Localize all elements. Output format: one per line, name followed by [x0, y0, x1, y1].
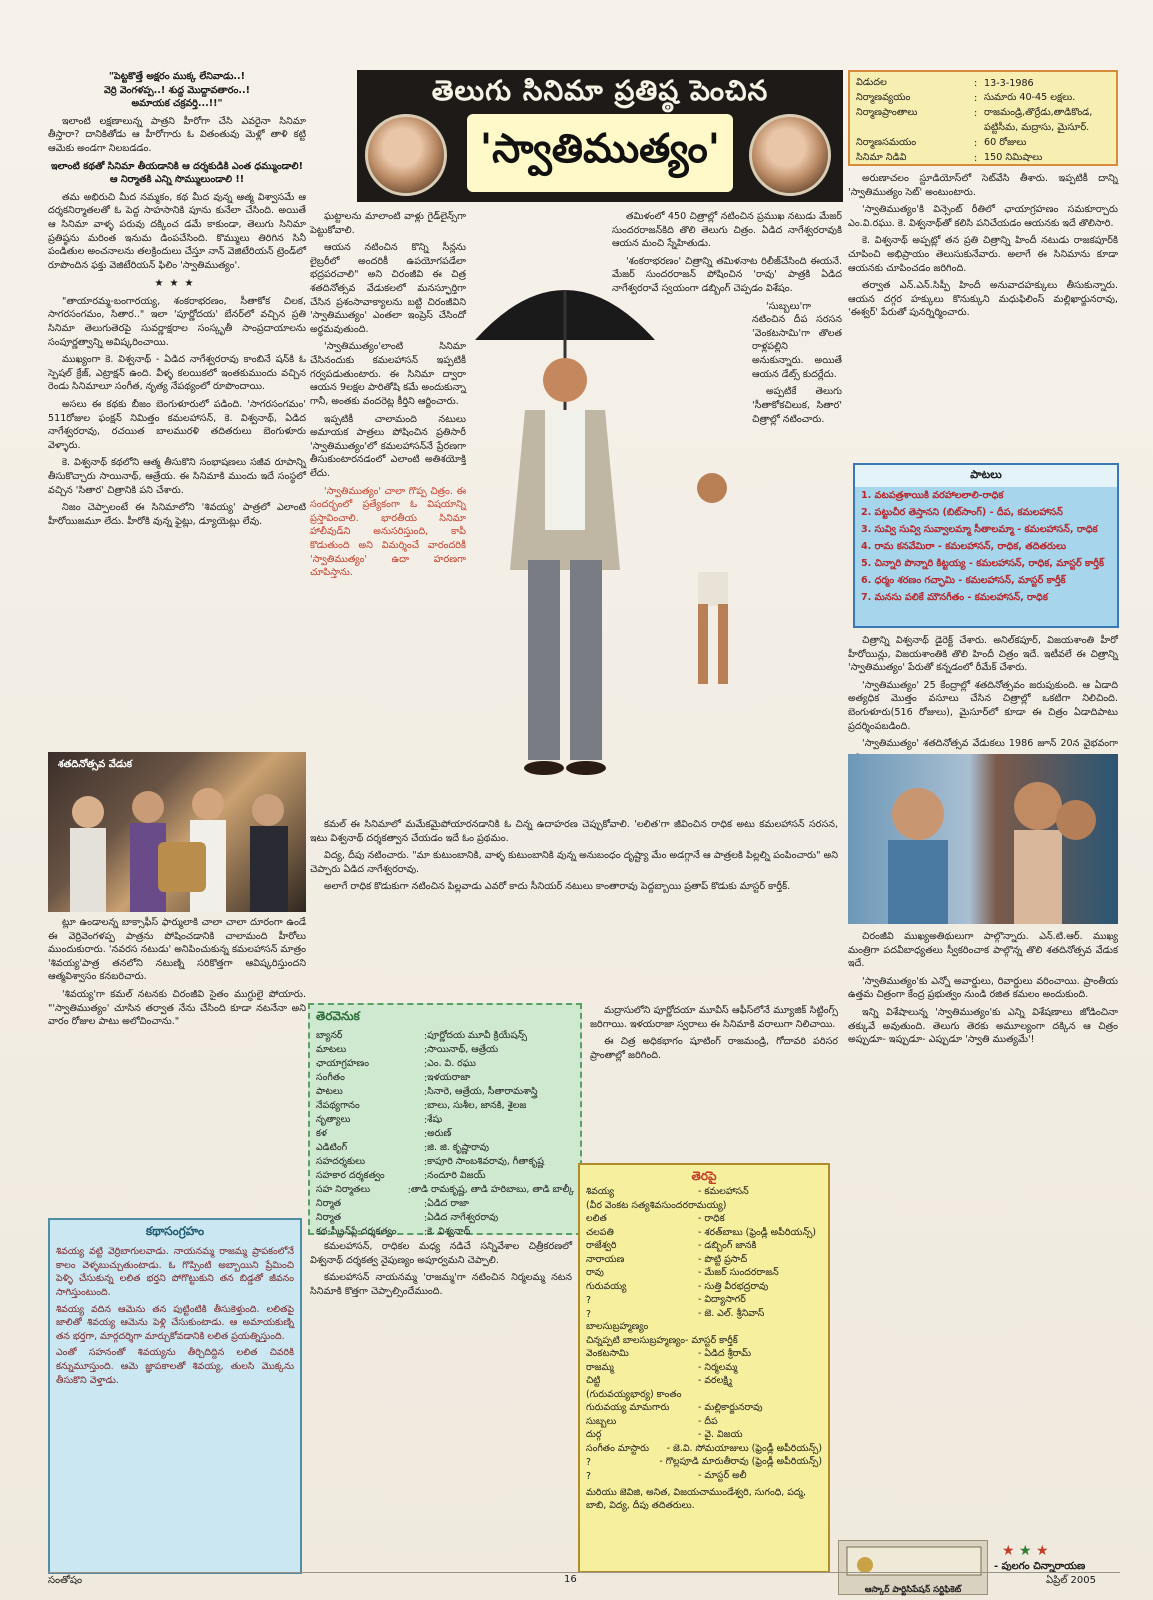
song-item: 2. పట్టుచీర తెస్తానని (బిట్‌సాంగ్) - దీప, కమలహాసన్ — [861, 507, 1063, 518]
paragraph: 'సుబ్బలు'గా నటించిన దీప సరసన 'వెంకటసామి'గా తొలత రాళ్లపల్లిని అనుకున్నారు. అయితే ఆయన డేట్స్ కుదర్లేదు. — [752, 300, 842, 380]
paragraph: ట్లూ ఉండాలన్న బాక్సాఫీస్ ఫార్ములాకి చాలా చాలా దూరంగా ఉండే ఈ వెర్రివెంగళప్ప పాత్రను పోషించడానికి చాలామంది హీరోలు ముందుకురారు. 'నవరస నటుడు' అనిపించుకున్న కమలహాసన్ మాత్రం 'శివయ్య'పాత్ర తనలోని నటుణ్ని సరికొత్తగా ఆవిష్కరిస్తుందని ఆత్మవిశ్వాసం కనబరిచారు. — [48, 917, 306, 983]
paragraph: ఇలాంటి కథతో సినిమా తీయడానికి ఆ దర్శకుడికి ఎంత ధమ్ముండాలి! ఆ నిర్మాతకి ఎన్ని సొమ్ములుండాలి !! — [51, 160, 303, 186]
paragraph: "తాయారమ్మ-బంగారయ్య, శంకరాభరణం, సీతాకోక చిలక, సాగరసంగమం, సితార.." ఇలా 'పూర్ణోదయ' బేనర్‌లో వచ్చిన ప్రతి సినిమా తెలుగుతెరపై సువర్ణాక్షరాల సంస్కృతీ సాంప్రదాయాలను సంపూర్ణత్వాన్ని అవిష్కరించాయి. — [48, 295, 306, 348]
paragraph: ఇలాంటి లక్షణాలున్న పాత్రని హీరోగా చేసి ఎవరైనా సినిమా తీస్తారా? దానికితోడు ఆ హీరోగారు ఓ వితంతువు మెళ్లో తాళి కట్టి ఆమెకు అండగా నిలబడడం. — [48, 115, 306, 155]
crew-row: ఛాయాగ్రహణం : ఎం. వి. రఘు — [316, 1057, 476, 1070]
middle-bottom-text — [310, 1240, 572, 1570]
crew-row: నిర్మాత : ఏడిద నాగేశ్వరరావు — [316, 1211, 499, 1224]
paragraph: కమలహాసన్ నాయనమ్మ 'రాజమ్మ'గా నటించిన నిర్మలమ్మ నటన సినిమాకి కొత్తగా చెప్పాల్సిందేముంది. — [310, 1272, 572, 1297]
cast-row: సుబ్బలు - దీప — [586, 1415, 718, 1427]
paragraph: 'స్వాతిముత్యం' శతదినోత్సవ వేడుకలు 1986 జూన్ 20న వైభవంగా — [862, 738, 1118, 750]
paragraph: ఎంతో సహనంతో శివయ్యను తీర్చిదిద్దిన లలిత చివరికి కన్నుమూస్తుంది. ఆమె జ్ఞాపకాలతో శివయ్య, తులసి మొక్కను తీసుకొని వెళ్తాడు. — [56, 1347, 294, 1386]
paragraph: కె. విశ్వనాథ్ కథలోని ఆత్మ తీసుకొని సంభాషణలు సజీవ రూపాన్ని తీసుకొచ్చారు సాయినాథ్, ఆత్రేయ. ఈ సినిమాకి ముందు ఇదే సంస్థలో వచ్చిన 'సితార' చిత్రానికి పని చేశారు. — [48, 457, 306, 496]
paragraph: శివయ్య వదిన ఆమెను తన పుట్టింటికి తీసుకెళ్తుంది. లలితపై జాలితో శివయ్య ఆమెను పెళ్లి చేసుకుంటాడు. ఆ అమాయకుణ్ని తన భర్తగా, మార్గదర్శిగా మార్చుకోవడానికి లలిత ప్రయత్నిస్తుంది. — [56, 1303, 294, 1342]
masthead — [357, 70, 843, 202]
opening-verse: "పెట్టకొత్తే అక్షరం ముక్క లేనివాడు..! వెర్రి వెంగళప్ప..! శుద్ద మొద్దావతారం..! అమాయక చక్రవర్తి...!!" — [104, 71, 250, 110]
paragraph: ఘట్టాలను మాలాంటి వాళ్లు గైడ్‌లైన్స్‌గా పెట్టుకోవాలి. — [310, 211, 466, 236]
detail-row: విడుదల : 13-3-1986 — [856, 77, 1034, 89]
cast-row: శివయ్య - కమలహాసన్ — [586, 1186, 749, 1198]
column-4-middle — [848, 634, 1118, 750]
crew-row: కళ : అరుణ్ — [316, 1127, 452, 1140]
separator-stars: ★★★ — [154, 277, 200, 289]
paragraph: కమలహాసన్, రాధికల మధ్య నడిచే సన్నివేశాల చిత్రీకరణలో విశ్వనాథ్ దర్శకత్వ నైపుణ్యం అపూర్వమని చెప్పాలి. — [310, 1241, 572, 1266]
cast-row: దుర్గ - వై. విజయ — [586, 1429, 743, 1441]
paragraph: ఇన్ని విశేషాలున్న 'స్వాతిముత్యం'కు ఎన్ని విశేషణాలు జోడించినా తక్కువే అవుతుంది. తెలుగు తెరకు అమూల్యంగా దక్కిన ఆ చిత్రం అప్పుడూ- ఇప్పుడూ- ఎప్పుడూ 'స్వాతి ముత్యమే'! — [848, 1007, 1118, 1046]
cast-row: గురువయ్య మామగారు - మల్లికార్జునరావు — [586, 1402, 763, 1414]
column-2-upper — [310, 210, 466, 816]
cast-box — [578, 1163, 830, 1573]
song-item: 4. రామ కనవేమిరా - కమలహాసన్, రాధిక, తదితరులు — [861, 541, 1067, 552]
paragraph: ఈ చిత్ర అధికభాగం షూటింగ్ రాజమండ్రి, గోదావరి పరిసర ప్రాంతాల్లో జరిగింది. — [590, 1036, 838, 1061]
song-item: 7. మనసు పలికే మౌనగీతం - కమలహాసన్, రాధిక — [861, 592, 1048, 603]
songs-box — [853, 463, 1119, 628]
song-item: 3. సువ్వి సువ్వి సువ్వాలమ్మా సీతాలమ్మా - కమలహాసన్, రాధిక — [861, 524, 1098, 535]
paragraph: అరుణాచలం స్టూడియోస్‌లో సెట్‌వేసి తీశారు. ఇప్పటికీ దాన్ని 'స్వాతిముత్యం సెట్' అంటుంటారు. — [848, 173, 1118, 198]
column-4-upper — [848, 172, 1118, 460]
paragraph: కమల్ ఈ సినిమాలో మమేకమైపోయారనడానికి ఓ చిన్న ఉదాహరణ చెప్పుకోవాలి. 'లలిత'గా జీవించిన రాధిక అటు కమలహాసన్ సరసన, ఇటు విశ్వనాథ్ దర్శకత్వాన చేయడం ఇదే ఓం ప్రథమం. — [310, 819, 838, 844]
song-item: 6. ధర్మం శరణం గచ్ఛామి - కమలహాసన్, మాస్టర్ కార్తీక్ — [861, 575, 1066, 586]
paragraph: చిత్రాన్ని విశ్వనాథ్ డైరెక్ట్ చేశారు. అనిల్‌కపూర్, విజయశాంతి హీరో హీరోయిన్లు, విజయశాంతికి తొలి హిందీ చిత్రం ఇదే. ఇటీవలే ఈ చిత్రాన్ని 'స్వాతిముత్యం' పేరుతో కన్నడంలో రీమేక్ చేశారు. — [848, 635, 1118, 674]
oscar-certificate-image — [838, 1540, 988, 1595]
cast-footnote: మరియు జెవిజి, అనిత, విజయచాముండేశ్వరి, సుగంధి, పద్మ, బాబి, విద్య, దీపు తదితరులు. — [586, 1487, 806, 1511]
cast-row: చిట్టి - వరలక్ష్మి — [586, 1375, 733, 1387]
paragraph: తర్వాత ఎన్.ఎన్.సిప్పీ హిందీ అనువాదహక్కులు తీసుకున్నారు. ఆయన దగ్గర హక్కులు కొనుక్కుని మధుఫిలింస్ మల్లిఖార్జునరావు, 'ఈశ్వర్' పేరుతో పునర్నిర్మించారు. — [848, 280, 1118, 319]
crew-title: తెరవెనుక — [316, 1009, 360, 1023]
footer-rule — [48, 1572, 1120, 1573]
paragraph: ఇప్పటికీ చాలామంది నటులు అమాయక పాత్రలు పోషించిన ప్రతిసారీ 'స్వాతిముత్యం'లో కమలహాసన్‌నే ప్రేరణగా తీసుకుంటారనడంలో ఎలాంటి అతిశయోక్తి లేదు. — [310, 413, 466, 479]
photo-caption: శతదినోత్సవ వేడుక — [58, 759, 132, 770]
paragraph: తమిళంలో 450 చిత్రాల్లో నటించిన ప్రముఖ నటుడు మేజర్ సుందరరాజన్‌కిది తొలి తెలుగు చిత్రం. ఏడిద నాగేశ్వరరావుకి ఆయన మంచి స్నేహితుడు. — [612, 211, 842, 250]
cast-row: రావు - మేజర్ సుందరరాజన్ — [586, 1267, 779, 1279]
column-1 — [48, 70, 306, 746]
paragraph: అప్పటికే తెలుగు 'సీతాకోకచిలుక, సితార' చిత్రాల్లో నటించారు. — [752, 386, 842, 425]
paragraph: ముఖ్యంగా కె. విశ్వనాథ్ - ఏడిద నాగేశ్వరరావు కాంబినే షన్‌కి ఓ స్పెషల్ క్రేజ్, ఎట్రాక్షన్ ఉంది. వీళ్ళ కలయికలో ఇంతకుముందు వచ్చిన రెండు సినిమాలూ సంగీత, నృత్య నేపథ్యంలో రూపొందాయి. — [48, 354, 306, 393]
headline: తెలుగు సినిమా ప్రతిష్ఠ పెంచిన — [431, 74, 769, 107]
film-title: 'స్వాతిముత్యం' — [467, 114, 733, 192]
paragraph: 'స్వాతిముత్యం' 25 కేంద్రాల్లో శతదినోత్సవం జరుపుకుంది. ఆ ఏడాది అత్యధిక మొత్తం వసూలు చేసిన చిత్రాల్లో ఒకటిగా నిలిచింది. బెంగుళూరు(516 రోజులు), మైసూర్‌లో కూడా ఈ చిత్రం ఏడాదిపాటు ప్రదర్శింపబడింది. — [848, 679, 1118, 732]
paragraph: విద్య, దీపు నటించారు. "మా కుటుంబానికి, వాళ్ళ కుటుంబానికి వున్న అనుబంధం దృష్ట్యా మేం అడగ్గానే ఆ పాత్రలకి పిల్లల్ని పంపించారు" అని చెప్పారు ఏడిద నాగేశ్వరరావు. — [310, 850, 838, 875]
songs-list — [855, 487, 1117, 612]
footer-magazine-name: సంతోషం — [48, 1575, 83, 1586]
crew-row: పాటలు : సినారె, ఆత్రేయ, సీతారామశాస్త్రి — [316, 1085, 538, 1098]
plot-summary-box — [48, 1218, 302, 1574]
cast-row: ? - గొల్లపూడి మారుతీరావు (ఫ్రెండ్లీ అపీరియన్స్) — [586, 1456, 822, 1469]
film-details-box — [848, 70, 1118, 166]
footer-page-number: 16 — [564, 1574, 577, 1585]
column-4-lower — [848, 930, 1118, 1536]
decorative-stars: ★ ★ ★ — [1002, 1543, 1049, 1559]
cast-row: ? - మాస్టర్ అలీ — [586, 1469, 747, 1482]
middle-lower-text — [310, 818, 838, 1002]
cast-row: (గురువయ్యభార్య) కాంతం — [586, 1388, 682, 1400]
crew-row: నిర్మాత : ఏడిద రాజా — [316, 1197, 469, 1210]
crew-row: నేపథ్యగానం : బాలు, సుశీల, జానకి, శైలజ — [316, 1099, 527, 1112]
paragraph: చిరంజీవి ముఖ్యఅతిథులుగా పాల్గొన్నారు. ఎన్.టి.ఆర్. ముఖ్య మంత్రిగా పదవీబాధ్యతలు స్వీకరించాక పాల్గొన్న తొలి శతదినోత్సవ వేడుక ఇదే. — [848, 931, 1118, 970]
cast-row: వెంకటసామి - ఏడిద శ్రీరామ్ — [586, 1348, 752, 1360]
cast-row: గురువయ్య - సుత్తి వీరభద్రరావు — [586, 1280, 769, 1292]
cast-row: ? - విద్యాసాగర్ — [586, 1294, 746, 1307]
certificate-caption: ఆస్కార్ పార్టిసిపేషన్ సర్టిఫికెట్ — [864, 1585, 962, 1595]
cast-row: లలిత - రాధిక — [586, 1213, 725, 1225]
crew-row: సహదర్శకులు : కాపూరి సాంబశివరావు, గీతాకృష్ణ — [316, 1155, 544, 1168]
song-item: 5. చిన్నారి పొన్నారి కిట్టయ్య - కమలహాసన్, రాధిక, మాస్టర్ కార్తీక్ — [861, 558, 1104, 569]
paragraph: కె. విశ్వనాథ్ అప్పట్లో తన ప్రతి చిత్రాన్ని హిందీ నటుడు రాజకపూర్‌కి చూపించి అభిప్రాయం తెలుసుకునేవారు. అలాగే ఈ సినిమాను కూడా ఆయనకు చూపించడం జరిగింది. — [848, 235, 1118, 274]
director-portrait — [365, 114, 447, 196]
paragraph: అసలు ఈ కథకు బీజం బెంగుళూరులో పడింది. 'సాగరసంగమం' 511రోజుల ఫంక్షన్ నిమిత్తం కమలహాసన్, కె. విశ్వనాథ్, ఏడిద నాగేశ్వరరావు, రచయిత బాలమురళి తదితరులు బెంగుళూరు వెళ్ళారు. — [48, 398, 306, 451]
paragraph: తమ అభిరుచి మీద నమ్మకం, కథ మీద వున్న ఆత్మ విశ్వాసమే ఆ దర్శకనిర్మాతలతో ఓ పెద్ద సాహసానికి పూను కునేలా చేసింది. అయితే ఆ సినిమా వాళ్ళ పరువు దక్కించ డమే కాకుండా, తెలుగు సినిమా ప్రతిష్ఠను మరింత ఇనుమ డింపచేసింది. కొమ్ములు తిరిగిన సినీ పండితుల అంచనాలను తలక్రిందులు చేస్తూ నాన్ వెజిటేరియన్ ట్రెండ్‌లో రూపొందిన ఫక్తు వెజిటేరియన్ ఫిలిం 'స్వాతిముత్యం'. — [48, 191, 306, 271]
column-3 — [612, 210, 842, 816]
middle-right-text — [590, 1004, 838, 1160]
paragraph: 'శివయ్య'గా కమల్ నటనకు చిరంజీవి సైతం ముగ్ధులై పోయారు. "'స్వాతిముత్యం' చూసిన తర్వాత నేను చేసింది కూడా నటనేనా అని వారం రోజుల పాటు అలోచించాను." — [48, 989, 306, 1028]
crew-row: సహ నిర్మాతలు : తాడి రామకృష్ణ, తాడి హరిబాబు, తాడి బాల్కీ — [316, 1183, 574, 1196]
cast-row: బాలసుబ్రహ్మణ్యం — [586, 1321, 649, 1333]
producer-portrait — [749, 114, 831, 196]
plot-title: కథాసంగ్రహం — [145, 1224, 205, 1238]
cast-row: చలపతి - శరత్‌బాబు (ఫ్రెండ్లీ అపీరియన్స్) — [586, 1226, 817, 1238]
crew-row: ఎడిటింగ్ : జి. జి. కృష్ణారావు — [316, 1141, 489, 1154]
cast-row: ? - జె. ఎల్. శ్రీనివాస్ — [586, 1307, 765, 1320]
cast-row: రాజమ్మ - నిర్మలమ్మ — [586, 1361, 738, 1373]
paragraph: శివయ్య వట్టి వెర్రిబాగులవాడు. నాయనమ్మ రాజమ్మ ప్రాపకంలోనే కాలం వెళ్ళబుచ్చుతుంటాడు. ఓ గొప్పింటి అబ్బాయిని ప్రేమించి పెళ్ళి చేసుకున్న లలిత భర్తని పోగొట్టుకుని తన బిడ్డతో జీవనం సాగిస్తుంటుంది. — [56, 1246, 294, 1298]
cast-title: తెరపై — [691, 1169, 717, 1183]
cast-row: చిన్నప్పటి బాలసుబ్రహ్మణ్యం - మాస్టర్ కార్తీక్ — [586, 1334, 738, 1346]
paragraph: ఆయన నటించిన కొన్ని సీన్లను లైబ్రరీలో అందరికీ ఉపయోగపడేలా భద్రపరచాలి" అని చిరంజీవి ఈ చిత్ర శతదినోత్సవ వేడుకలలో మనస్ఫూర్తిగా చేసిన ప్రశంసావాక్యాలను బట్టి చిరంజీవిని 'స్వాతిముత్యం' ఎంతలా ఇంప్రెస్ చేసిందో అర్థమవుతుంది. — [310, 242, 466, 335]
paragraph: 'శంకరాభరణం' చిత్రాన్ని తమిళనాట రిలీజ్‌చేసింది ఈయనే. మేజర్ సుందరరాజన్ పోషించిన 'రావు' పాత్రకి ఏడిద నాగేశ్వరరావే స్వయంగా డబ్బింగ్ చెప్పడం విశేషం. — [612, 255, 842, 295]
column-1-lower — [48, 916, 306, 1212]
footer-issue-date: ఏప్రిల్ 2005 — [1046, 1575, 1096, 1586]
film-stills-photo — [848, 754, 1118, 924]
crew-row: నృత్యాలు : శేషు — [316, 1113, 443, 1126]
crew-box — [308, 1003, 582, 1238]
songs-title: పాటలు — [855, 465, 1117, 487]
crew-row: సహకార దర్శకత్వం : నందూరి విజయ్ — [316, 1169, 486, 1182]
cast-row: నారాయణ - పొట్టి ప్రసాద్ — [586, 1253, 748, 1265]
paragraph: నిజం చెప్పాలంటే ఈ సినిమాలోని 'శివయ్య' పాత్రలో ఎలాంటి హీరోయిజమూ లేదు. హీరోకి వున్న ఫైట్లు, డ్యూయెట్లు లేవు. — [48, 502, 306, 527]
detail-row: నిర్మాణవ్యయం : సుమారు 40-45 లక్షలు. — [856, 92, 1076, 104]
detail-row: పట్టిసీమ, మద్రాసు, మైసూర్. — [984, 122, 1090, 133]
paragraph: 'స్వాతిముత్యం'లాంటి సినిమా చేసినందుకు కమలహాసన్ ఇప్పటికీ గర్వపడుతుంటారు. ఈ సినిమా ద్వారా ఆయన 9లక్షల పారితోషి కమే అందుకున్నా గానీ, అంతకు వందరెట్ల కీర్తిని ఆర్జించారు. — [310, 341, 466, 407]
crew-row: సంగీతం : ఇళయరాజా — [316, 1071, 471, 1084]
paragraph: 'స్వాతిముత్యం'కి విన్సెంట్ రీతిలో ఛాయాగ్రహణం సమకూర్చారు ఎం.వి.రఘు. కె. విశ్వనాథ్‌తో కలిసి పనిచేయడం ఆయనకు ఇదే తొలిసారి. — [848, 204, 1118, 229]
crew-row: బ్యానర్ : పూర్ణోదయ మూవీ క్రియేషన్స్ — [316, 1029, 528, 1042]
detail-row: సినిమా నిడివి : 150 నిమిషాలు — [856, 152, 1043, 164]
song-item: 1. వటపత్రశాయికి వరహాలలాలి-రాధిక — [861, 490, 1004, 501]
crew-row: కథ-స్క్రీన్‌ప్లే-దర్శకత్వం : కె. విశ్వనాథ్ — [316, 1225, 471, 1238]
author-byline: - పులగం చిన్నారాయణ — [994, 1561, 1086, 1572]
detail-row: నిర్మాణసమయం : 60 రోజులు — [856, 137, 1027, 149]
paragraph: 'స్వాతిముత్యం'కు ఎన్నో అవార్డులు, రివార్డులు వరించాయి. ప్రాంతీయ ఉత్తమ చిత్రంగా కేంద్ర ప్రభుత్వం నుండి రజిత కమలం అందుకుంది. — [848, 975, 1118, 1001]
cast-row: సంగీతం మాస్టారు - జె.వి. సోమయాజులు (ఫ్రెండ్లీ అపీరియన్స్) — [586, 1442, 822, 1454]
crew-row: మాటలు : సాయినాథ్, ఆత్రేయ — [316, 1043, 499, 1056]
cast-row: రాజేశ్వరి - డబ్బింగ్ జానకి — [586, 1240, 757, 1252]
paragraph: మద్రాసులోని పూర్ణోదయా మూవీస్ ఆఫీస్‌లోనే మ్యూజిక్ సిట్టింగ్స్ జరిగాయి. ఇళయరాజా స్వరాలు ఈ సినిమాకి వరాలుగా నిలిచాయి. — [590, 1005, 838, 1030]
paragraph: అలాగే రాధిక కొడుకుగా నటించిన పిల్లవాడు ఎవరో కాదు సీనియర్ నటులు కాంతారావు పెద్దబ్బాయి ప్రతాప్ కొడుకు మాస్టర్ కార్తీక్. — [324, 881, 791, 893]
quote: 'స్వాతిముత్యం' చాలా గొప్ప చిత్రం. ఈ సందర్భంలో ప్రత్యేకంగా ఓ విషయాన్ని ప్రస్తావించాలి. భారతీయ సినిమా హాలీవుడ్‌ని అనుసరిస్తుంది, కాపీ కొడుతుంది అని విమర్శించే వారందరికీ 'స్వాతిముత్యం' ఉదా హరణగా చూపిస్తాను. — [310, 485, 466, 579]
detail-row: నిర్మాణప్రాంతాలు : రాజమండ్రి,తొర్రేడు,తాడికొండ, — [856, 107, 1093, 119]
cast-row: (వీర వెంకట సత్యశివసుందరరామయ్య) — [586, 1199, 727, 1211]
centenary-event-photo — [48, 752, 306, 912]
